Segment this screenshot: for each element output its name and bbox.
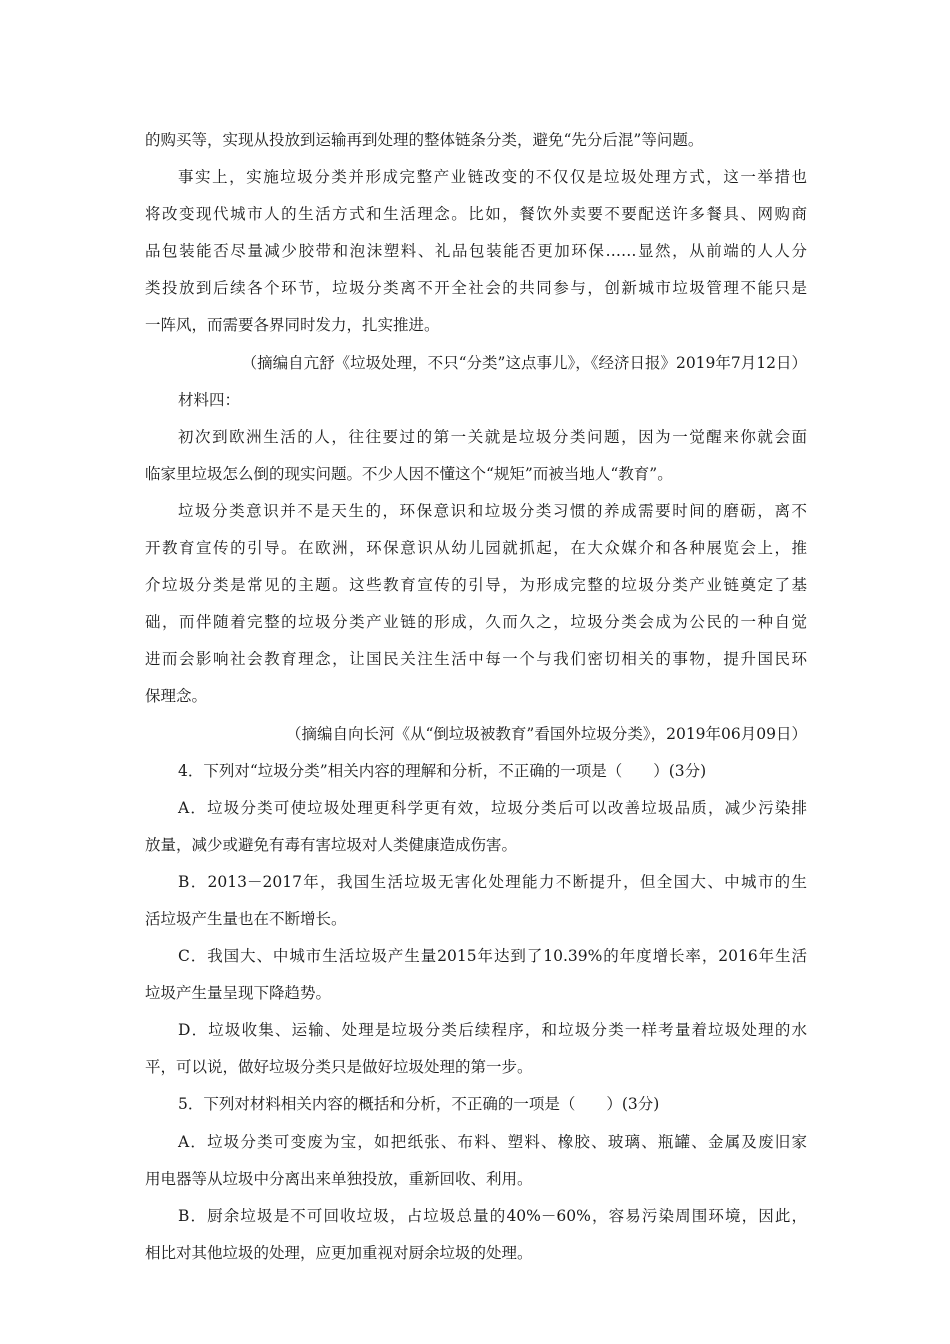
text-line: 础，而伴随着完整的垃圾分类产业链的形成，久而久之，垃圾分类会成为公民的一种自觉	[145, 613, 807, 632]
source-citation: （摘编自向长河《从“倒垃圾被教育”看国外垃圾分类》，2019年06月09日）	[286, 724, 807, 743]
question-5: 5．下列对材料相关内容的概括和分析，不正确的一项是（ ）(3分)	[178, 1095, 660, 1114]
text-line: 保理念。	[145, 687, 208, 706]
text-line: 相比对其他垃圾的处理，应更加重视对厨余垃圾的处理。	[145, 1243, 533, 1262]
paragraph-start: 垃圾分类意识并不是天生的，环保意识和垃圾分类习惯的养成需要时间的磨砺，离不	[178, 501, 807, 520]
text-line: 将改变现代城市人的生活方式和生活理念。比如，餐饮外卖要不要配送许多餐具、网购商	[145, 205, 807, 224]
text-line: 的购买等，实现从投放到运输再到处理的整体链条分类，避免“先分后混”等问题。	[145, 131, 704, 149]
text-line: 进而会影响社会教育理念，让国民关注生活中每一个与我们密切相关的事物，提升国民环	[145, 650, 807, 669]
source-citation: （摘编自亢舒《垃圾处理，不只“分类”这点事儿》，《经济日报》2019年7月12日）	[241, 353, 807, 372]
text-line: 平，可以说，做好垃圾分类只是做好垃圾处理的第一步。	[145, 1058, 533, 1077]
option-b: B．2013－2017年，我国生活垃圾无害化处理能力不断提升，但全国大、中城市的生	[178, 872, 807, 891]
option-a: A．垃圾分类可变废为宝，如把纸张、布料、塑料、橡胶、玻璃、瓶罐、金属及废旧家	[178, 1132, 807, 1151]
option-b: B．厨余垃圾是不可回收垃圾，占垃圾总量的40%－60%，容易污染周围环境，因此，	[178, 1206, 807, 1225]
question-4: 4．下列对“垃圾分类”相关内容的理解和分析，不正确的一项是（ ）(3分)	[178, 761, 707, 780]
text-line: 活垃圾产生量也在不断增长。	[145, 909, 347, 928]
text-line: 放量，减少或避免有毒有害垃圾对人类健康造成伤害。	[145, 835, 518, 854]
text-line: 品包装能否尽量减少胶带和泡沫塑料、礼品包装能否更加环保……显然，从前端的人人分	[145, 242, 807, 261]
option-d: D．垃圾收集、运输、处理是垃圾分类后续程序，和垃圾分类一样考量着垃圾处理的水	[178, 1021, 807, 1040]
option-c: C．我国大、中城市生活垃圾产生量2015年达到了10.39%的年度增长率，2016年生活	[178, 947, 807, 966]
paragraph-start: 事实上，实施垃圾分类并形成完整产业链改变的不仅仅是垃圾处理方式，这一举措也	[178, 168, 807, 187]
text-line: 用电器等从垃圾中分离出来单独投放，重新回收、利用。	[145, 1169, 533, 1188]
option-a: A．垃圾分类可使垃圾处理更科学更有效，垃圾分类后可以改善垃圾品质，减少污染排	[178, 798, 807, 817]
section-heading: 材料四：	[178, 390, 241, 409]
text-line: 垃圾产生量呈现下降趋势。	[145, 984, 332, 1003]
text-line: 临家里垃圾怎么倒的现实问题。不少人因不懂这个“规矩”而被当地人“教育”。	[145, 464, 673, 483]
text-line: 类投放到后续各个环节，垃圾分类离不开全社会的共同参与，创新城市垃圾管理不能只是	[145, 279, 807, 298]
document-page	[145, 122, 807, 1272]
text-line: 开教育宣传的引导。在欧洲，环保意识从幼儿园就抓起，在大众媒介和各种展览会上，推	[145, 539, 807, 558]
text-line: 一阵风，而需要各界同时发力，扎实推进。	[145, 316, 440, 335]
paragraph-start: 初次到欧洲生活的人，往往要过的第一关就是垃圾分类问题，因为一觉醒来你就会面	[178, 427, 807, 446]
text-line: 介垃圾分类是常见的主题。这些教育宣传的引导，为形成完整的垃圾分类产业链奠定了基	[145, 576, 807, 595]
